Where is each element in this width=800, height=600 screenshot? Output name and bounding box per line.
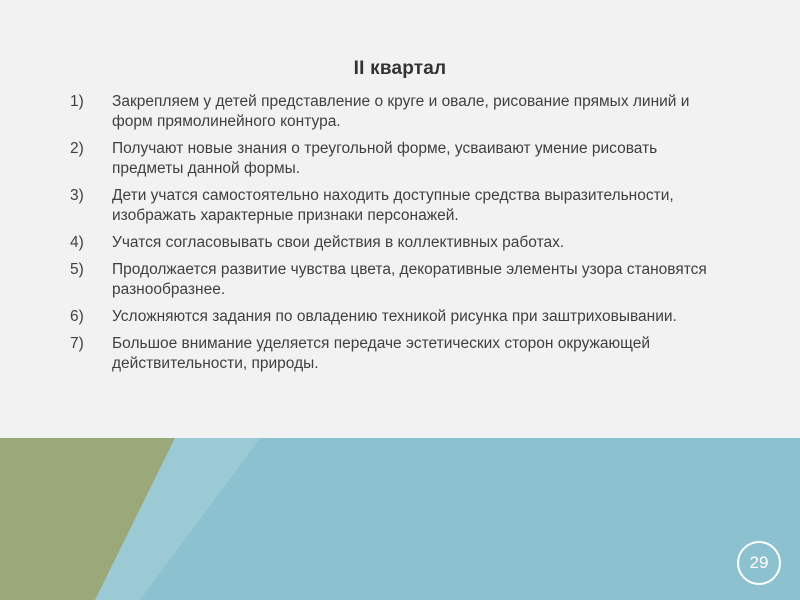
list-item (70, 139, 730, 179)
item-number: 7) (70, 335, 84, 352)
item-number: 4) (70, 234, 84, 251)
list-item (70, 260, 730, 300)
item-text: Закрепляем у детей представление о круге и овале, рисование прямых линий и форм прямолинейного контура. (112, 93, 690, 130)
list-item (70, 233, 730, 253)
item-text: Усложняются задания по овладению техникой рисунка при заштриховывании. (112, 308, 677, 325)
item-list (70, 92, 730, 381)
item-text: Получают новые знания о треугольной форме, усваивают умение рисовать предметы данной формы. (112, 140, 658, 177)
item-number: 3) (70, 187, 84, 204)
list-item (70, 334, 730, 374)
item-number: 6) (70, 308, 84, 325)
list-item (70, 307, 730, 327)
item-text: Продолжается развитие чувства цвета, декоративные элементы узора становятся разнообразнее. (112, 261, 707, 298)
item-text: Учатся согласовывать свои действия в коллективных работах. (112, 234, 565, 251)
item-text: Дети учатся самостоятельно находить доступные средства выразительности, изображать характерные признаки персонажей. (112, 187, 674, 224)
page-number-badge: 29 (737, 541, 781, 585)
item-number: 1) (70, 93, 84, 110)
item-text: Большое внимание уделяется передаче эстетических сторон окружающей действительности, природы. (112, 335, 651, 372)
slide-title: II квартал (353, 58, 447, 79)
item-number: 5) (70, 261, 84, 278)
list-item (70, 92, 730, 132)
item-number: 2) (70, 140, 84, 157)
list-item (70, 186, 730, 226)
